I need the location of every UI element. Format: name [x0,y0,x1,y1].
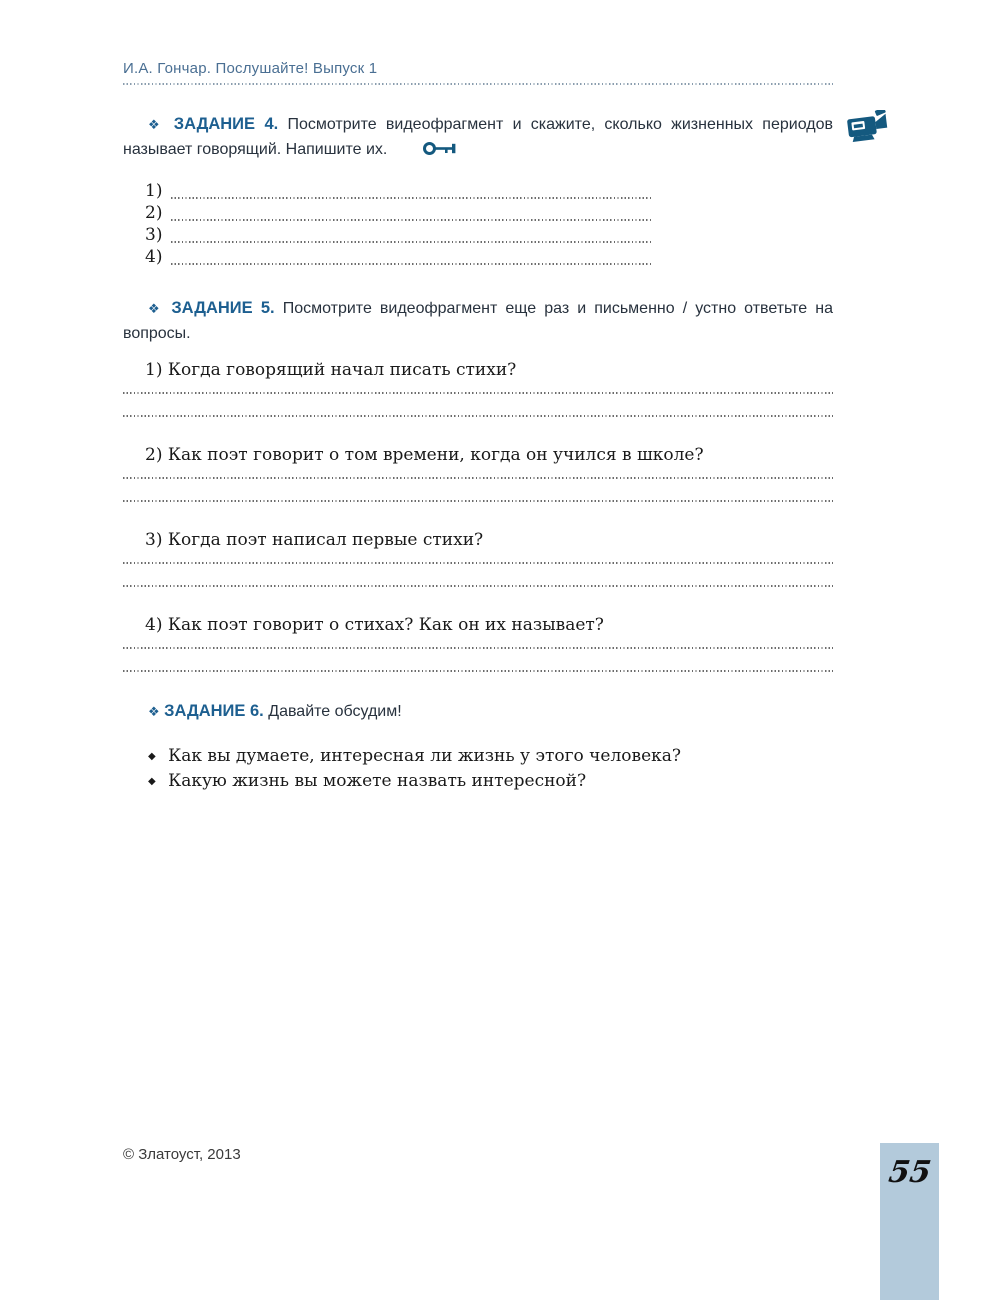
blank-number: 3) [145,225,163,245]
blank-row [145,247,653,269]
task-6-paragraph [123,699,833,724]
bullet-text: Какую жизнь вы можете назвать интересной? [168,771,587,791]
diamond-bullet-icon: ◆ [148,751,156,762]
copyright-notice: © Златоуст, 2013 [123,1146,241,1163]
task-4-paragraph [123,112,833,165]
blank-number: 1) [145,181,163,201]
task-marker-icon: ❖ [148,704,160,719]
answer-blank-line [171,197,653,199]
blank-row [145,181,653,203]
answer-line [123,562,833,564]
answer-line [123,415,833,417]
question-text: 4) Как поэт говорит о стихах? Как он их называет? [145,615,604,635]
answer-blank-line [171,263,653,265]
task-6-label: ЗАДАНИЕ 6. [164,702,264,720]
video-camera-icon [845,110,891,149]
key-icon [398,140,460,165]
page-header [123,0,833,85]
page-number-tab [880,1143,939,1300]
task-6-text: Давайте обсудим! [268,703,402,720]
question-block [123,613,833,672]
task-5-text: Посмотрите видеофрагмент еще раз и письменно / устно ответьте на вопросы. [123,300,833,342]
bullet-text: Как вы думаете, интересная ли жизнь у этого человека? [168,746,681,766]
question-text: 3) Когда поэт написал первые стихи? [145,530,484,550]
answer-blank-line [171,219,653,221]
question-text: 1) Когда говорящий начал писать стихи? [145,360,517,380]
bullet-item [148,744,833,769]
running-head-title: И.А. Гончар. Послушайте! Выпуск 1 [123,60,378,77]
page-content [123,112,833,794]
blank-row [145,225,653,247]
blank-number: 4) [145,247,163,267]
question-block [123,443,833,502]
blank-number: 2) [145,203,163,223]
task-6-bullet-list [148,744,833,794]
blank-row [145,203,653,225]
question-text: 2) Как поэт говорит о том времени, когда он учился в школе? [145,445,704,465]
answer-blank-line [171,241,653,243]
task-4-blank-list [145,181,653,269]
diamond-bullet-icon: ◆ [148,776,156,787]
header-dotted-rule [123,83,833,85]
answer-line [123,670,833,672]
question-block [123,528,833,587]
task-4-label: ЗАДАНИЕ 4. [173,115,279,133]
task-4-text: Посмотрите видеофрагмент и скажите, сколько жизненных периодов называет говорящий. Напишите их. [123,116,833,158]
task-marker-icon: ❖ [148,117,165,132]
task-4-section [123,112,833,269]
task-5-label: ЗАДАНИЕ 5. [171,299,275,317]
answer-line [123,585,833,587]
task-marker-icon: ❖ [148,301,164,316]
task-5-section [123,296,833,672]
question-block [123,358,833,417]
answer-line [123,392,833,394]
answer-line [123,647,833,649]
answer-line [123,500,833,502]
task-5-question-list [123,358,833,672]
answer-line [123,477,833,479]
page-number: 55 [886,1155,933,1190]
task-5-paragraph [123,296,833,346]
bullet-item [148,769,833,794]
task-6-section [123,699,833,794]
